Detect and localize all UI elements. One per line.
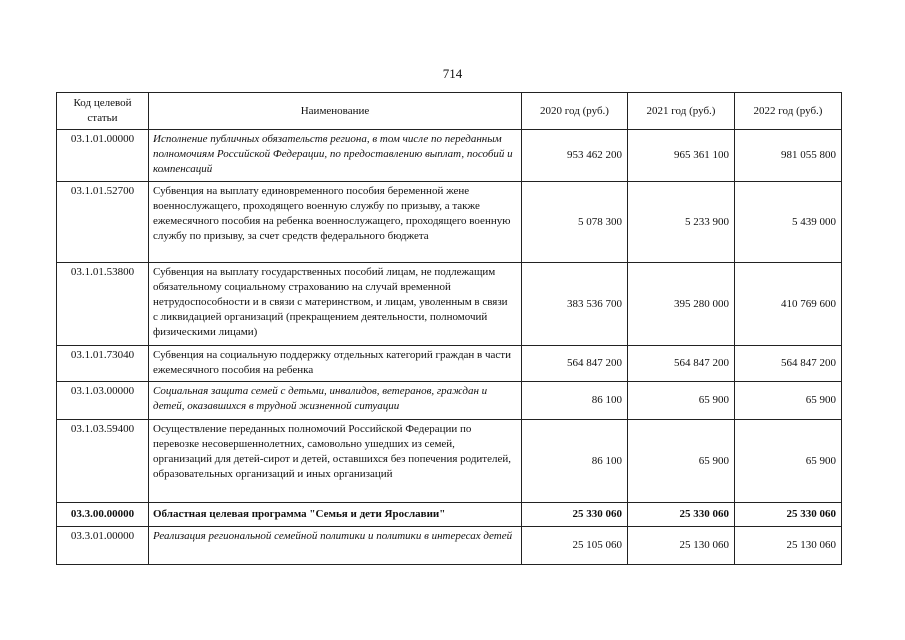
header-2022: 2022 год (руб.) [735, 93, 842, 130]
row-name: Областная целевая программа "Семья и дети Ярославии" [149, 503, 522, 527]
row-value-2021: 965 361 100 [628, 130, 735, 182]
row-value-2020: 25 105 060 [522, 527, 628, 565]
row-value-2020: 564 847 200 [522, 346, 628, 382]
header-name: Наименование [149, 93, 522, 130]
row-value-2022: 981 055 800 [735, 130, 842, 182]
row-value-2022: 65 900 [735, 420, 842, 503]
row-value-2022: 65 900 [735, 382, 842, 420]
row-name: Исполнение публичных обязательств региона, в том числе по переданным полномочиям Российской Федерации, по предоставлению выплат, пособий и компенсаций [149, 130, 522, 182]
table-row [57, 503, 842, 527]
row-name: Субвенция на выплату государственных пособий лицам, не подлежащим обязательному социальному страхованию на случай временной нетрудоспособности и в связи с материнством, и лицам, уволенным в связи с ликвидацией организаций (прекращением деятельности, полномочий физическими лицами) [149, 263, 522, 346]
row-name: Социальная защита семей с детьми, инвалидов, ветеранов, граждан и детей, оказавшихся в трудной жизненной ситуации [149, 382, 522, 420]
row-value-2021: 564 847 200 [628, 346, 735, 382]
row-value-2022: 25 130 060 [735, 527, 842, 565]
row-code: 03.1.01.73040 [57, 346, 149, 382]
row-value-2021: 65 900 [628, 382, 735, 420]
row-code: 03.1.01.00000 [57, 130, 149, 182]
budget-table [56, 92, 842, 565]
row-value-2022: 5 439 000 [735, 182, 842, 263]
row-code: 03.1.01.52700 [57, 182, 149, 263]
header-2021: 2021 год (руб.) [628, 93, 735, 130]
row-code: 03.1.03.59400 [57, 420, 149, 503]
row-value-2021: 25 130 060 [628, 527, 735, 565]
row-value-2021: 395 280 000 [628, 263, 735, 346]
row-value-2021: 65 900 [628, 420, 735, 503]
table-row [57, 182, 842, 263]
table-row [57, 382, 842, 420]
row-name: Реализация региональной семейной политики и политики в интересах детей [149, 527, 522, 565]
row-value-2020: 953 462 200 [522, 130, 628, 182]
table-row [57, 346, 842, 382]
row-value-2020: 383 536 700 [522, 263, 628, 346]
table-row [57, 130, 842, 182]
table-row [57, 263, 842, 346]
header-code: Код целевой статьи [57, 93, 149, 130]
header-2020: 2020 год (руб.) [522, 93, 628, 130]
table-row [57, 420, 842, 503]
row-code: 03.1.01.53800 [57, 263, 149, 346]
page-number: 714 [442, 66, 463, 81]
row-code: 03.3.00.00000 [57, 503, 149, 527]
row-name: Осуществление переданных полномочий Российской Федерации по перевозке несовершеннолетних, самовольно ушедших из семей, организаций для детей-сирот и детей, оставшихся без попечения родителей, образовательных организаций и иных организаций [149, 420, 522, 503]
row-value-2022: 410 769 600 [735, 263, 842, 346]
row-code: 03.3.01.00000 [57, 527, 149, 565]
row-value-2022: 564 847 200 [735, 346, 842, 382]
row-value-2020: 25 330 060 [522, 503, 628, 527]
row-code: 03.1.03.00000 [57, 382, 149, 420]
row-name: Субвенция на социальную поддержку отдельных категорий граждан в части ежемесячного пособия на ребенка [149, 346, 522, 382]
row-value-2022: 25 330 060 [735, 503, 842, 527]
row-value-2021: 5 233 900 [628, 182, 735, 263]
row-name: Субвенция на выплату единовременного пособия беременной жене военнослужащего, проходящего военную службу по призыву, а также ежемесячного пособия на ребенка военнослужащего, проходящего военную службу по призыву, за счет средств федерального бюджета [149, 182, 522, 263]
header-row [57, 93, 842, 130]
row-value-2020: 5 078 300 [522, 182, 628, 263]
row-value-2020: 86 100 [522, 382, 628, 420]
row-value-2021: 25 330 060 [628, 503, 735, 527]
row-value-2020: 86 100 [522, 420, 628, 503]
table-row [57, 527, 842, 565]
